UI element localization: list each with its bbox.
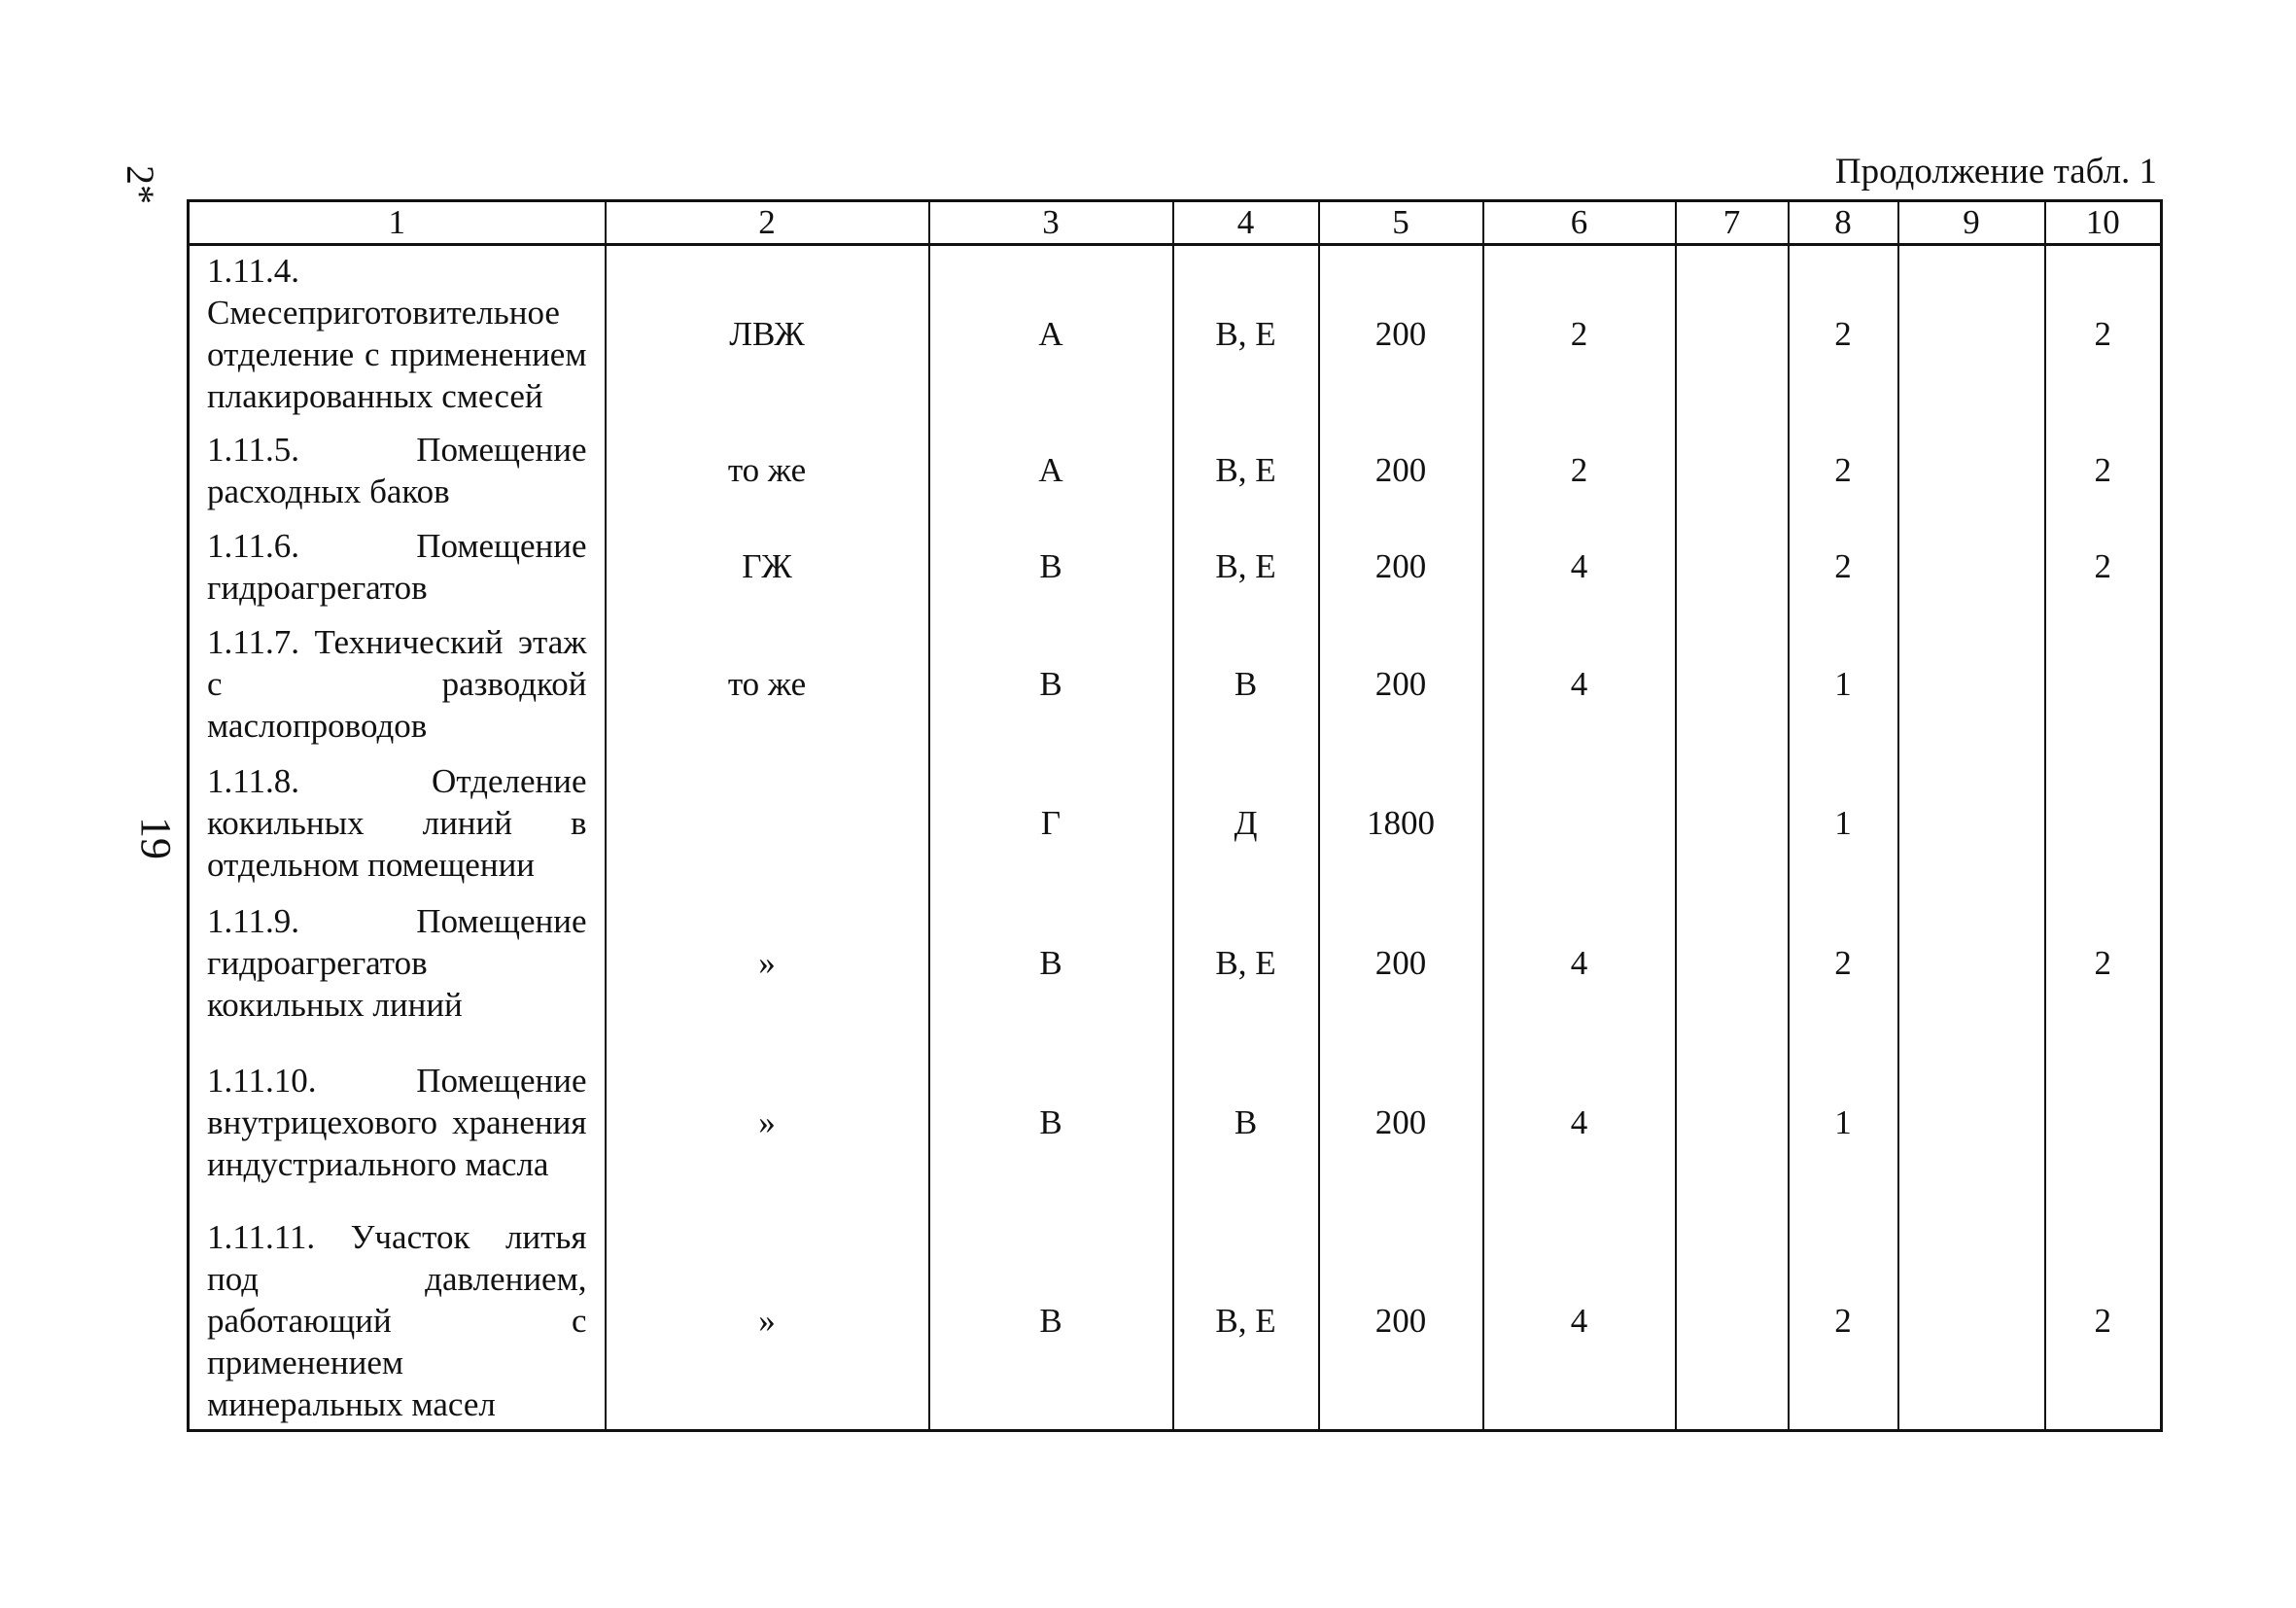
table-cell: » — [606, 1032, 929, 1212]
table-cell — [1676, 519, 1789, 614]
table-cell: В — [929, 1212, 1173, 1431]
column-header: 4 — [1173, 201, 1319, 245]
table-cell: 2 — [1483, 245, 1676, 422]
column-header: 3 — [929, 201, 1173, 245]
table-cell: В — [929, 1032, 1173, 1212]
column-header: 7 — [1676, 201, 1789, 245]
table-cell: В, Е — [1173, 1212, 1319, 1431]
room-description: 1.11.11. Участок литья под давлением, работающий с применением минеральных масел — [189, 1212, 606, 1431]
table-cell — [1676, 1212, 1789, 1431]
table-continuation-caption: Продолжение табл. 1 — [1834, 152, 2157, 192]
table-cell: 4 — [1483, 1212, 1676, 1431]
table-cell: 200 — [1319, 1032, 1483, 1212]
table-cell: Д — [1173, 753, 1319, 893]
table-cell — [1898, 893, 2045, 1032]
table-cell — [1676, 893, 1789, 1032]
table-cell — [1676, 245, 1789, 422]
table-cell — [2045, 1032, 2162, 1212]
column-header: 1 — [189, 201, 606, 245]
table-cell: 2 — [2045, 519, 2162, 614]
room-description: 1.11.10. Помещение внутрицехового хранения индустриального масла — [189, 1032, 606, 1212]
table-cell: 2 — [1789, 1212, 1898, 1431]
table-cell: 4 — [1483, 893, 1676, 1032]
table-row — [189, 614, 2162, 753]
table-cell — [1676, 753, 1789, 893]
table-cell: В — [1173, 1032, 1319, 1212]
table-cell — [2045, 753, 2162, 893]
table-cell: 1800 — [1319, 753, 1483, 893]
table-cell: 2 — [1789, 245, 1898, 422]
table-cell: 200 — [1319, 422, 1483, 519]
table-cell: А — [929, 422, 1173, 519]
table-cell: то же — [606, 422, 929, 519]
table-cell — [2045, 614, 2162, 753]
page-number: 19 — [132, 817, 180, 859]
table-cell: 2 — [2045, 245, 2162, 422]
table-cell: В, Е — [1173, 422, 1319, 519]
table-header-row — [189, 201, 2162, 245]
room-description: 1.11.4. Смесеприготовительное отделение с применением плакированных смесей — [189, 245, 606, 422]
table-row — [189, 422, 2162, 519]
table-cell: Г — [929, 753, 1173, 893]
table-cell: 2 — [2045, 422, 2162, 519]
table-cell: 2 — [1789, 519, 1898, 614]
table-cell: 4 — [1483, 519, 1676, 614]
table-cell: В, Е — [1173, 519, 1319, 614]
room-description: 1.11.6. Помещение гидроагрегатов — [189, 519, 606, 614]
column-header: 6 — [1483, 201, 1676, 245]
table-row — [189, 245, 2162, 422]
table-cell: ЛВЖ — [606, 245, 929, 422]
table-cell — [1898, 422, 2045, 519]
table-row — [189, 1212, 2162, 1431]
table-cell: 200 — [1319, 519, 1483, 614]
table-cell: 2 — [2045, 893, 2162, 1032]
column-header: 2 — [606, 201, 929, 245]
column-header: 8 — [1789, 201, 1898, 245]
column-header: 5 — [1319, 201, 1483, 245]
table-cell: В, Е — [1173, 893, 1319, 1032]
table-cell — [1898, 1032, 2045, 1212]
table-cell: В — [929, 519, 1173, 614]
table-cell: В — [929, 893, 1173, 1032]
table-cell: 200 — [1319, 614, 1483, 753]
table-cell: 4 — [1483, 614, 1676, 753]
table-cell: 2 — [1789, 893, 1898, 1032]
table-cell: то же — [606, 614, 929, 753]
table-cell: 1 — [1789, 614, 1898, 753]
table-cell — [1676, 422, 1789, 519]
table-cell: А — [929, 245, 1173, 422]
table-row — [189, 519, 2162, 614]
requirements-table — [187, 199, 2163, 1432]
table-cell: 2 — [1789, 422, 1898, 519]
table-cell: В — [1173, 614, 1319, 753]
table-cell — [1898, 753, 2045, 893]
table-cell — [1898, 245, 2045, 422]
table-cell: 1 — [1789, 1032, 1898, 1212]
table-row — [189, 753, 2162, 893]
table-cell: В — [929, 614, 1173, 753]
table-cell: » — [606, 1212, 929, 1431]
room-description: 1.11.5. Помещение расходных баков — [189, 422, 606, 519]
table-cell: В, Е — [1173, 245, 1319, 422]
table-cell: 200 — [1319, 245, 1483, 422]
table-cell — [1676, 614, 1789, 753]
table-cell: » — [606, 893, 929, 1032]
table-cell: ГЖ — [606, 519, 929, 614]
table-row — [189, 1032, 2162, 1212]
table-cell: 200 — [1319, 893, 1483, 1032]
table-cell: 1 — [1789, 753, 1898, 893]
table-cell: 200 — [1319, 1212, 1483, 1431]
table-row — [189, 893, 2162, 1032]
section-mark: 2* — [119, 165, 162, 204]
table-cell — [1898, 1212, 2045, 1431]
table-cell — [1898, 519, 2045, 614]
table-cell: 2 — [2045, 1212, 2162, 1431]
table-cell: 2 — [1483, 422, 1676, 519]
room-description: 1.11.8. Отделение кокильных линий в отдельном помещении — [189, 753, 606, 893]
column-header: 10 — [2045, 201, 2162, 245]
room-description: 1.11.9. Помещение гидроагрегатов кокильных линий — [189, 893, 606, 1032]
table-cell — [606, 753, 929, 893]
table-cell — [1676, 1032, 1789, 1212]
table-cell — [1898, 614, 2045, 753]
column-header: 9 — [1898, 201, 2045, 245]
table-cell — [1483, 753, 1676, 893]
table-cell: 4 — [1483, 1032, 1676, 1212]
room-description: 1.11.7. Технический этаж с разводкой маслопроводов — [189, 614, 606, 753]
